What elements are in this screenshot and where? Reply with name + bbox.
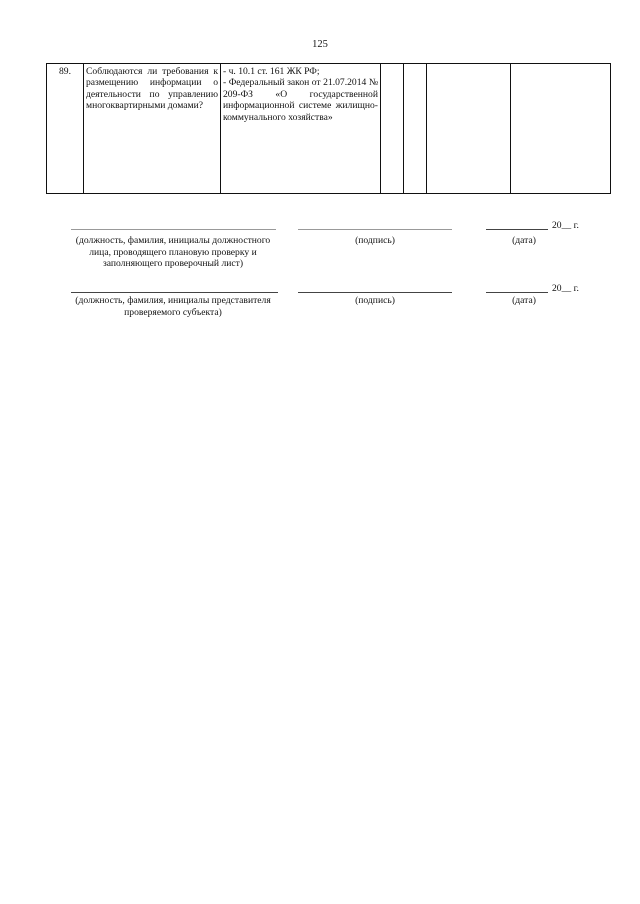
inspector-date-line[interactable] <box>486 229 548 230</box>
subject-date-line[interactable] <box>486 292 548 293</box>
inspector-position-caption: (должность, фамилия, инициалы должностного лица, проводящего плановую проверку и заполняющего проверочный лист) <box>75 235 271 269</box>
subject-date-suffix: 20__ г. <box>552 283 579 294</box>
inspector-date-caption: (дата) <box>512 235 536 246</box>
inspector-position-line[interactable] <box>71 229 276 230</box>
legal-references <box>221 64 381 194</box>
comment-cell[interactable] <box>511 64 611 194</box>
page-number: 125 <box>312 39 328 50</box>
answer-no-cell[interactable] <box>404 64 427 194</box>
subject-signature-line[interactable] <box>298 292 452 293</box>
answer-yes-cell[interactable] <box>381 64 404 194</box>
subject-signature-caption: (подпись) <box>355 295 395 306</box>
inspector-signature-caption: (подпись) <box>355 235 395 246</box>
checklist-table <box>46 63 611 194</box>
answer-na-cell[interactable] <box>427 64 511 194</box>
subject-position-caption: (должность, фамилия, инициалы представителя проверяемого субъекта) <box>75 295 271 318</box>
inspector-date-suffix: 20__ г. <box>552 220 579 231</box>
inspector-signature-line[interactable] <box>298 229 452 230</box>
subject-position-line[interactable] <box>71 292 278 293</box>
subject-date-caption: (дата) <box>512 295 536 306</box>
reference-housing-code: - ч. 10.1 ст. 161 ЖК РФ; <box>223 66 320 77</box>
table-row <box>47 64 611 194</box>
reference-federal-law: - Федеральный закон от 21.07.2014 № 209-ФЗ «О государственной информационной системе жилищно-коммунального хозяйства» <box>223 77 378 123</box>
row-number: 89. <box>47 64 84 194</box>
requirement-question: Соблюдаются ли требования к размещению информации о деятельности по управлению многоквартирными домами? <box>84 64 221 194</box>
